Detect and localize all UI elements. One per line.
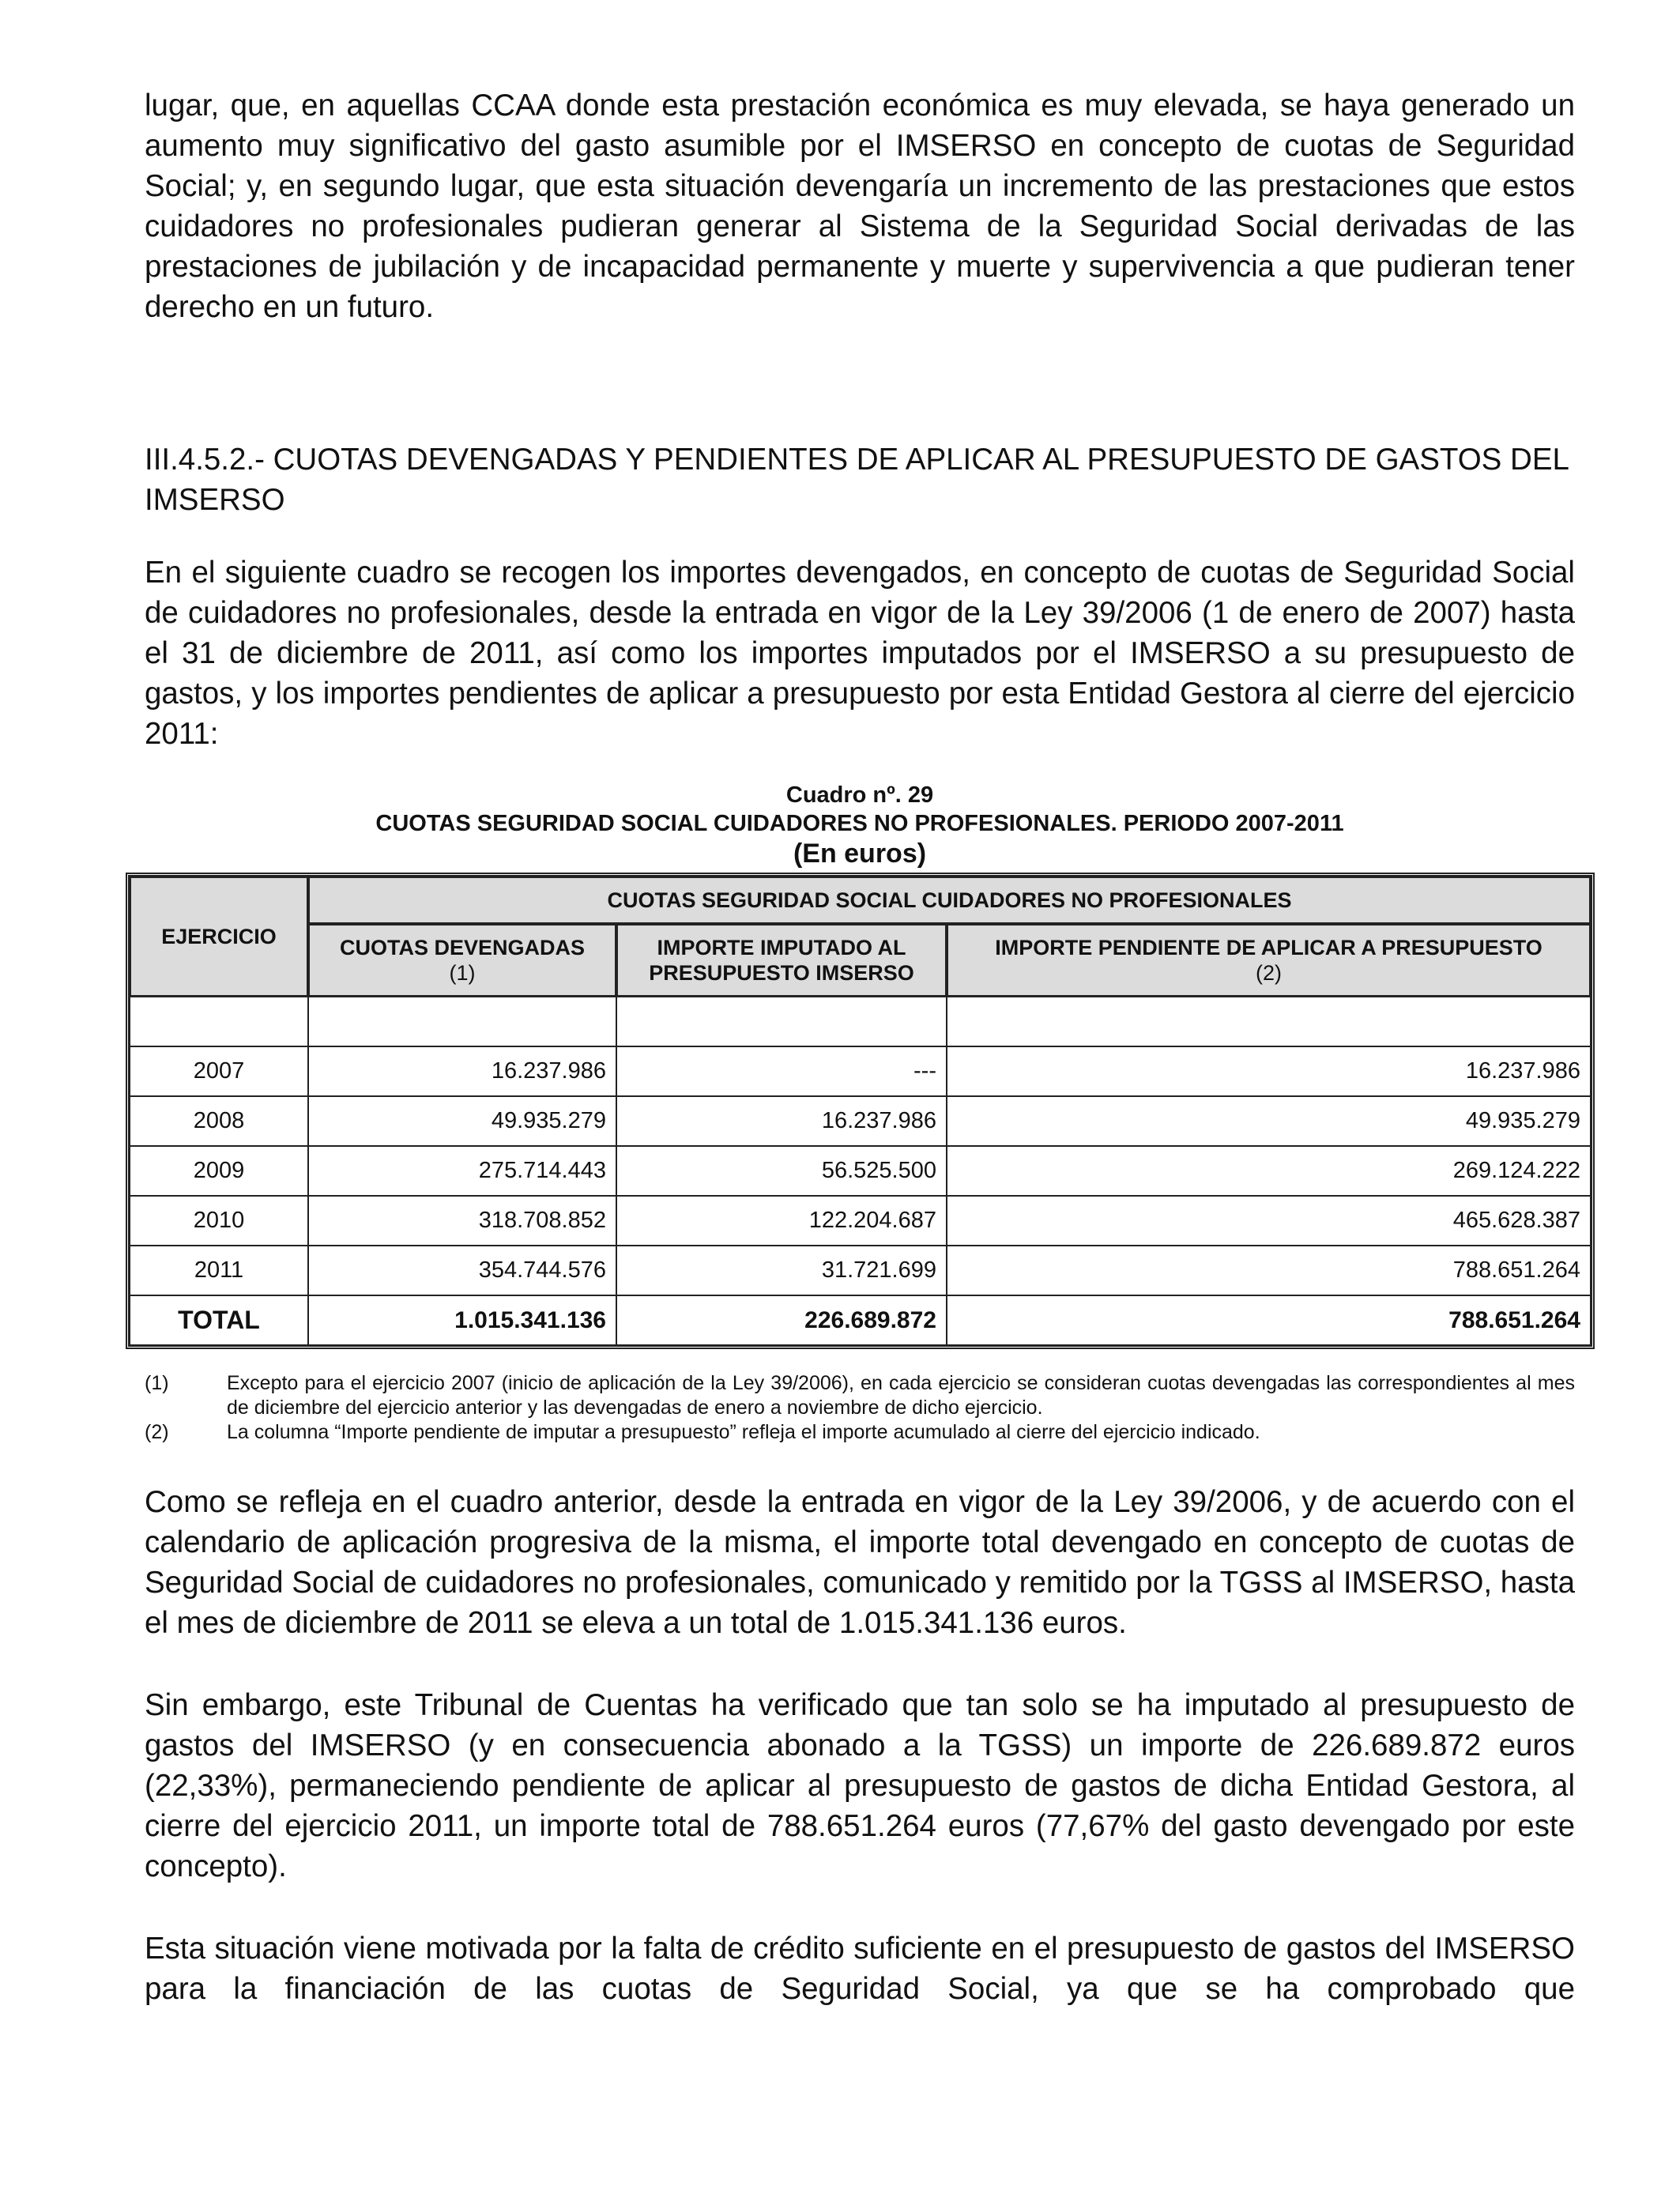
table-row <box>130 1146 1591 1196</box>
cell-devengadas: 354.744.576 <box>308 1246 616 1295</box>
cell-pendiente: 49.935.279 <box>947 1096 1591 1146</box>
footnote-item <box>145 1420 1575 1445</box>
cell-year: 2011 <box>130 1246 308 1295</box>
cell-devengadas: 49.935.279 <box>308 1096 616 1146</box>
table-footnotes <box>145 1371 1575 1445</box>
paragraph-cuadro-intro: En el siguiente cuadro se recogen los importes devengados, en concepto de cuotas de Seguridad Social de cuidadores no profesionales, desde la entrada en vigor de la Ley 39/2006 (1 de enero de 2007) hasta el 31 de diciembre de 2011, así como los importes imputados por el IMSERSO a su presupuesto de gastos, y los importes pendientes de aplicar a presupuesto por esta Entidad Gestora al cierre del ejercicio 2011: <box>145 556 1575 751</box>
cell-imputado: 16.237.986 <box>616 1096 947 1146</box>
cell-pendiente: 269.124.222 <box>947 1146 1591 1196</box>
table-total-row <box>130 1295 1591 1345</box>
cell-devengadas: 318.708.852 <box>308 1196 616 1246</box>
paragraph-esta-situacion: Esta situación viene motivada por la falta de crédito suficiente en el presupuesto de gastos del IMSERSO para la financiación de las cuotas de Seguridad Social, ya que se ha comprobado que <box>145 1932 1575 2006</box>
cuotas-table <box>126 873 1595 1349</box>
cell-pendiente: 788.651.264 <box>947 1246 1591 1295</box>
cell-imputado: 56.525.500 <box>616 1146 947 1196</box>
table-row <box>130 1096 1591 1146</box>
table-caption <box>145 781 1575 869</box>
cell-year: 2007 <box>130 1046 308 1096</box>
cell-total-pendiente: 788.651.264 <box>947 1295 1591 1345</box>
header-devengadas-note: (1) <box>449 961 476 985</box>
header-devengadas-label: CUOTAS DEVENGADAS <box>339 936 586 959</box>
cell-year: 2010 <box>130 1196 308 1246</box>
cell-year: 2008 <box>130 1096 308 1146</box>
header-group: CUOTAS SEGURIDAD SOCIAL CUIDADORES NO PROFESIONALES <box>308 876 1591 924</box>
footnote-item <box>145 1371 1575 1420</box>
cell-pendiente: 465.628.387 <box>947 1196 1591 1246</box>
header-imputado-line1: IMPORTE IMPUTADO AL <box>657 936 906 959</box>
cell-pendiente: 16.237.986 <box>947 1046 1591 1096</box>
header-imputado-line2: PRESUPUESTO IMSERSO <box>649 961 914 985</box>
table-row <box>130 1246 1591 1295</box>
cell-total-label: TOTAL <box>130 1295 308 1345</box>
footnote-mark: (1) <box>145 1372 169 1394</box>
cell-total-devengadas: 1.015.341.136 <box>308 1295 616 1345</box>
table-caption-number: Cuadro nº. 29 <box>785 782 934 808</box>
cell-total-imputado: 226.689.872 <box>616 1295 947 1345</box>
header-ejercicio: EJERCICIO <box>130 876 308 997</box>
footnote-text: Excepto para el ejercicio 2007 (inicio de aplicación de la Ley 39/2006), en cada ejercicio se consideran cuotas devengadas las correspondientes al mes de diciembre del ejercicio anterior y las devengadas de enero a noviembre de dicho ejercicio. <box>227 1372 1575 1419</box>
table-caption-units: (En euros) <box>793 839 927 869</box>
header-pendiente-note: (2) <box>1256 961 1282 985</box>
table-row <box>130 1196 1591 1246</box>
table-caption-title: CUOTAS SEGURIDAD SOCIAL CUIDADORES NO PROFESIONALES. PERIODO 2007-2011 <box>375 811 1344 836</box>
cell-imputado: --- <box>616 1046 947 1096</box>
cell-devengadas: 16.237.986 <box>308 1046 616 1096</box>
header-pendiente <box>947 924 1591 997</box>
footnote-text: La columna “Importe pendiente de imputar a presupuesto” refleja el importe acumulado al cierre del ejercicio indicado. <box>227 1421 1260 1443</box>
paragraph-intro: lugar, que, en aquellas CCAA donde esta prestación económica es muy elevada, se haya generado un aumento muy significativo del gasto asumible por el IMSERSO en concepto de cuotas de Seguridad Social; y, en segundo lugar, que esta situación devengaría un incremento de las prestaciones que estos cuidadores no profesionales pudieran generar al Sistema de la Seguridad Social derivadas de las prestaciones de jubilación y de incapacidad permanente y muerte y supervivencia a que pudieran tener derecho en un futuro. <box>145 89 1575 324</box>
cell-devengadas: 275.714.443 <box>308 1146 616 1196</box>
section-heading: III.4.5.2.- CUOTAS DEVENGADAS Y PENDIENTES DE APLICAR AL PRESUPUESTO DE GASTOS DEL IMSERSO <box>145 443 1569 517</box>
cell-imputado: 31.721.699 <box>616 1246 947 1295</box>
table-wrapper <box>126 873 1595 1349</box>
cell-imputado: 122.204.687 <box>616 1196 947 1246</box>
table-row <box>130 1046 1591 1096</box>
document-page <box>145 85 1580 2009</box>
paragraph-como: Como se refleja en el cuadro anterior, desde la entrada en vigor de la Ley 39/2006, y de acuerdo con el calendario de aplicación progresiva de la misma, el importe total devengado en concepto de cuotas de Seguridad Social de cuidadores no profesionales, comunicado y remitido por la TGSS al IMSERSO, hasta el mes de diciembre de 2011 se eleva a un total de 1.015.341.136 euros. <box>145 1485 1575 1640</box>
header-pendiente-label: IMPORTE PENDIENTE DE APLICAR A PRESUPUESTO <box>995 936 1543 959</box>
header-imputado <box>616 924 947 997</box>
header-devengadas <box>308 924 616 997</box>
paragraph-sin-embargo: Sin embargo, este Tribunal de Cuentas ha verificado que tan solo se ha imputado al presupuesto de gastos del IMSERSO (y en consecuencia abonado a la TGSS) un importe de 226.689.872 euros (22,33%), permaneciendo pendiente de aplicar al presupuesto de gastos de dicha Entidad Gestora, al cierre del ejercicio 2011, un importe total de 788.651.264 euros (77,67% del gasto devengado por este concepto). <box>145 1688 1575 1883</box>
cell-year: 2009 <box>130 1146 308 1196</box>
table-separator <box>130 997 1591 1046</box>
footnote-mark: (2) <box>145 1421 169 1443</box>
